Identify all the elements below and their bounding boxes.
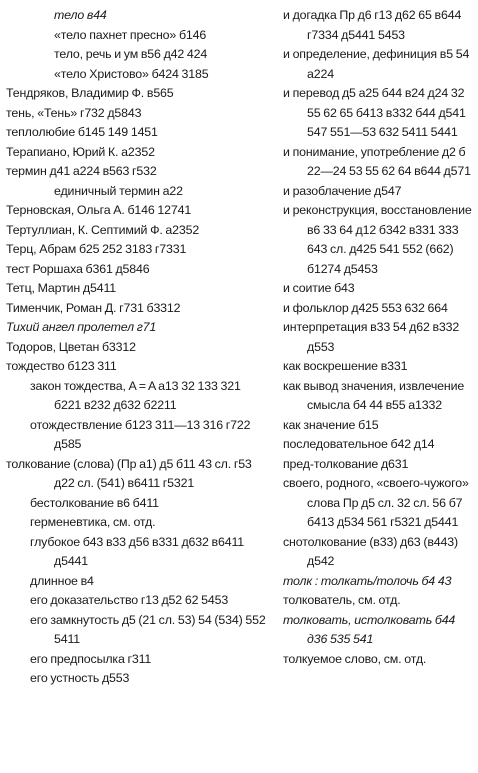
index-entry: бестолкование в6 б411 [30, 495, 159, 510]
index-entry: и разоблачение д547 [283, 183, 402, 198]
index-entry: Тендряков, Владимир Ф. в565 [6, 86, 174, 100]
index-entry: его замкнутость д5 (21 сл. 53) 54 (534) 552 5411 [30, 612, 266, 646]
index-entry: отождествление б123 311—13 316 г722 д585 [30, 417, 251, 451]
index-entry: единичный термин а22 [54, 183, 183, 198]
index-entry: толк : толкать/толочь б4 43 [283, 573, 452, 588]
index-entry: и догадка Пр д6 г13 д62 65 в644 г7334 д5441 5453 [283, 8, 462, 42]
index-column-right [283, 6, 476, 669]
index-entry: и определение, дефиниция в5 54 а224 [283, 47, 470, 81]
index-entry: толкователь, см. отд. [283, 593, 401, 607]
index-entry: как воскрешение в331 [283, 359, 408, 373]
index-entry: тождество б123 311 [6, 359, 117, 373]
index-entry: Терновская, Ольга А. б146 12741 [6, 203, 192, 217]
index-entry: и перевод д5 а25 б44 в24 д24 32 55 62 65 б413 в332 б44 д541 547 551—53 632 5411 5441 [283, 86, 466, 139]
index-column-left [6, 6, 268, 689]
index-entry: толковать, истолковать б44 д36 535 541 [283, 612, 456, 646]
index-entry: Терц, Абрам б25 252 3183 г7331 [6, 242, 187, 256]
index-entry: интерпретация в33 54 д62 в332 д553 [283, 320, 460, 354]
index-entry: его доказательство г13 д52 62 5453 [30, 593, 229, 607]
index-entry: его предпосылка г311 [30, 651, 152, 666]
index-entry: и понимание, употребление д2 б 22—24 53 55 62 64 в644 д571 [283, 144, 471, 178]
index-entry: глубокое б43 в33 д56 в331 д632 в6411 д5441 [30, 534, 245, 568]
index-entry: толкование (слова) (Пр а1) д5 б11 43 сл. г53 д22 сл. (541) в6411 г5321 [6, 456, 252, 490]
index-entry: Тименчик, Роман Д. г731 б3312 [6, 300, 181, 315]
index-entry: «тело Христово» б424 3185 [54, 66, 209, 81]
index-entry: как значение б15 [283, 417, 379, 432]
index-entry: герменевтика, см. отд. [30, 515, 156, 529]
index-entry: тело в44 [54, 8, 107, 22]
index-entry: «тело пахнет пресно» б146 [54, 27, 207, 42]
index-entry: Тетц, Мартин д5411 [6, 281, 117, 295]
index-entry: снотолкование (в33) д63 (в443) д542 [283, 534, 458, 568]
index-entry: Тертуллиан, К. Септимий Ф. а2352 [6, 222, 200, 237]
index-entry: теплолюбие б145 149 1451 [6, 125, 158, 139]
index-entry: закон тождества, A = A а13 32 133 321 б221 в232 д632 б2211 [30, 378, 241, 412]
index-entry: пред-толкование д631 [283, 456, 409, 471]
index-entry: длинное в4 [30, 573, 94, 588]
index-entry: и фольклор д425 553 632 664 [283, 300, 448, 315]
index-entry: толкуемое слово, см. отд. [283, 651, 427, 666]
index-entry: тело, речь и ум в56 д42 424 [54, 47, 208, 61]
index-entry: тень, «Тень» г732 д5843 [6, 105, 142, 120]
index-entry: тест Роршаха б361 д5846 [6, 261, 150, 276]
index-entry: последовательное б42 д14 [283, 437, 435, 451]
index-entry: его устность д553 [30, 671, 130, 685]
index-entry: своего, родного, «своего-чужого» слова Пр д5 сл. 32 сл. 56 б7 б413 д534 561 г5321 д5441 [283, 476, 469, 529]
index-entry: и соитие б43 [283, 281, 355, 295]
index-entry: Терапиано, Юрий К. а2352 [6, 144, 155, 159]
index-entry: и реконструкция, восстановление в6 33 64 д12 б342 в331 333 643 сл. д425 541 552 (662) б1274 д5453 [283, 203, 472, 276]
index-entry: Тихий ангел пролетел г71 [6, 320, 157, 334]
index-entry: Тодоров, Цветан б3312 [6, 339, 136, 354]
index-entry: термин д41 а224 в563 г532 [6, 164, 157, 178]
index-entry: как вывод значения, извлечение смысла б4 44 в55 а1332 [283, 378, 465, 412]
